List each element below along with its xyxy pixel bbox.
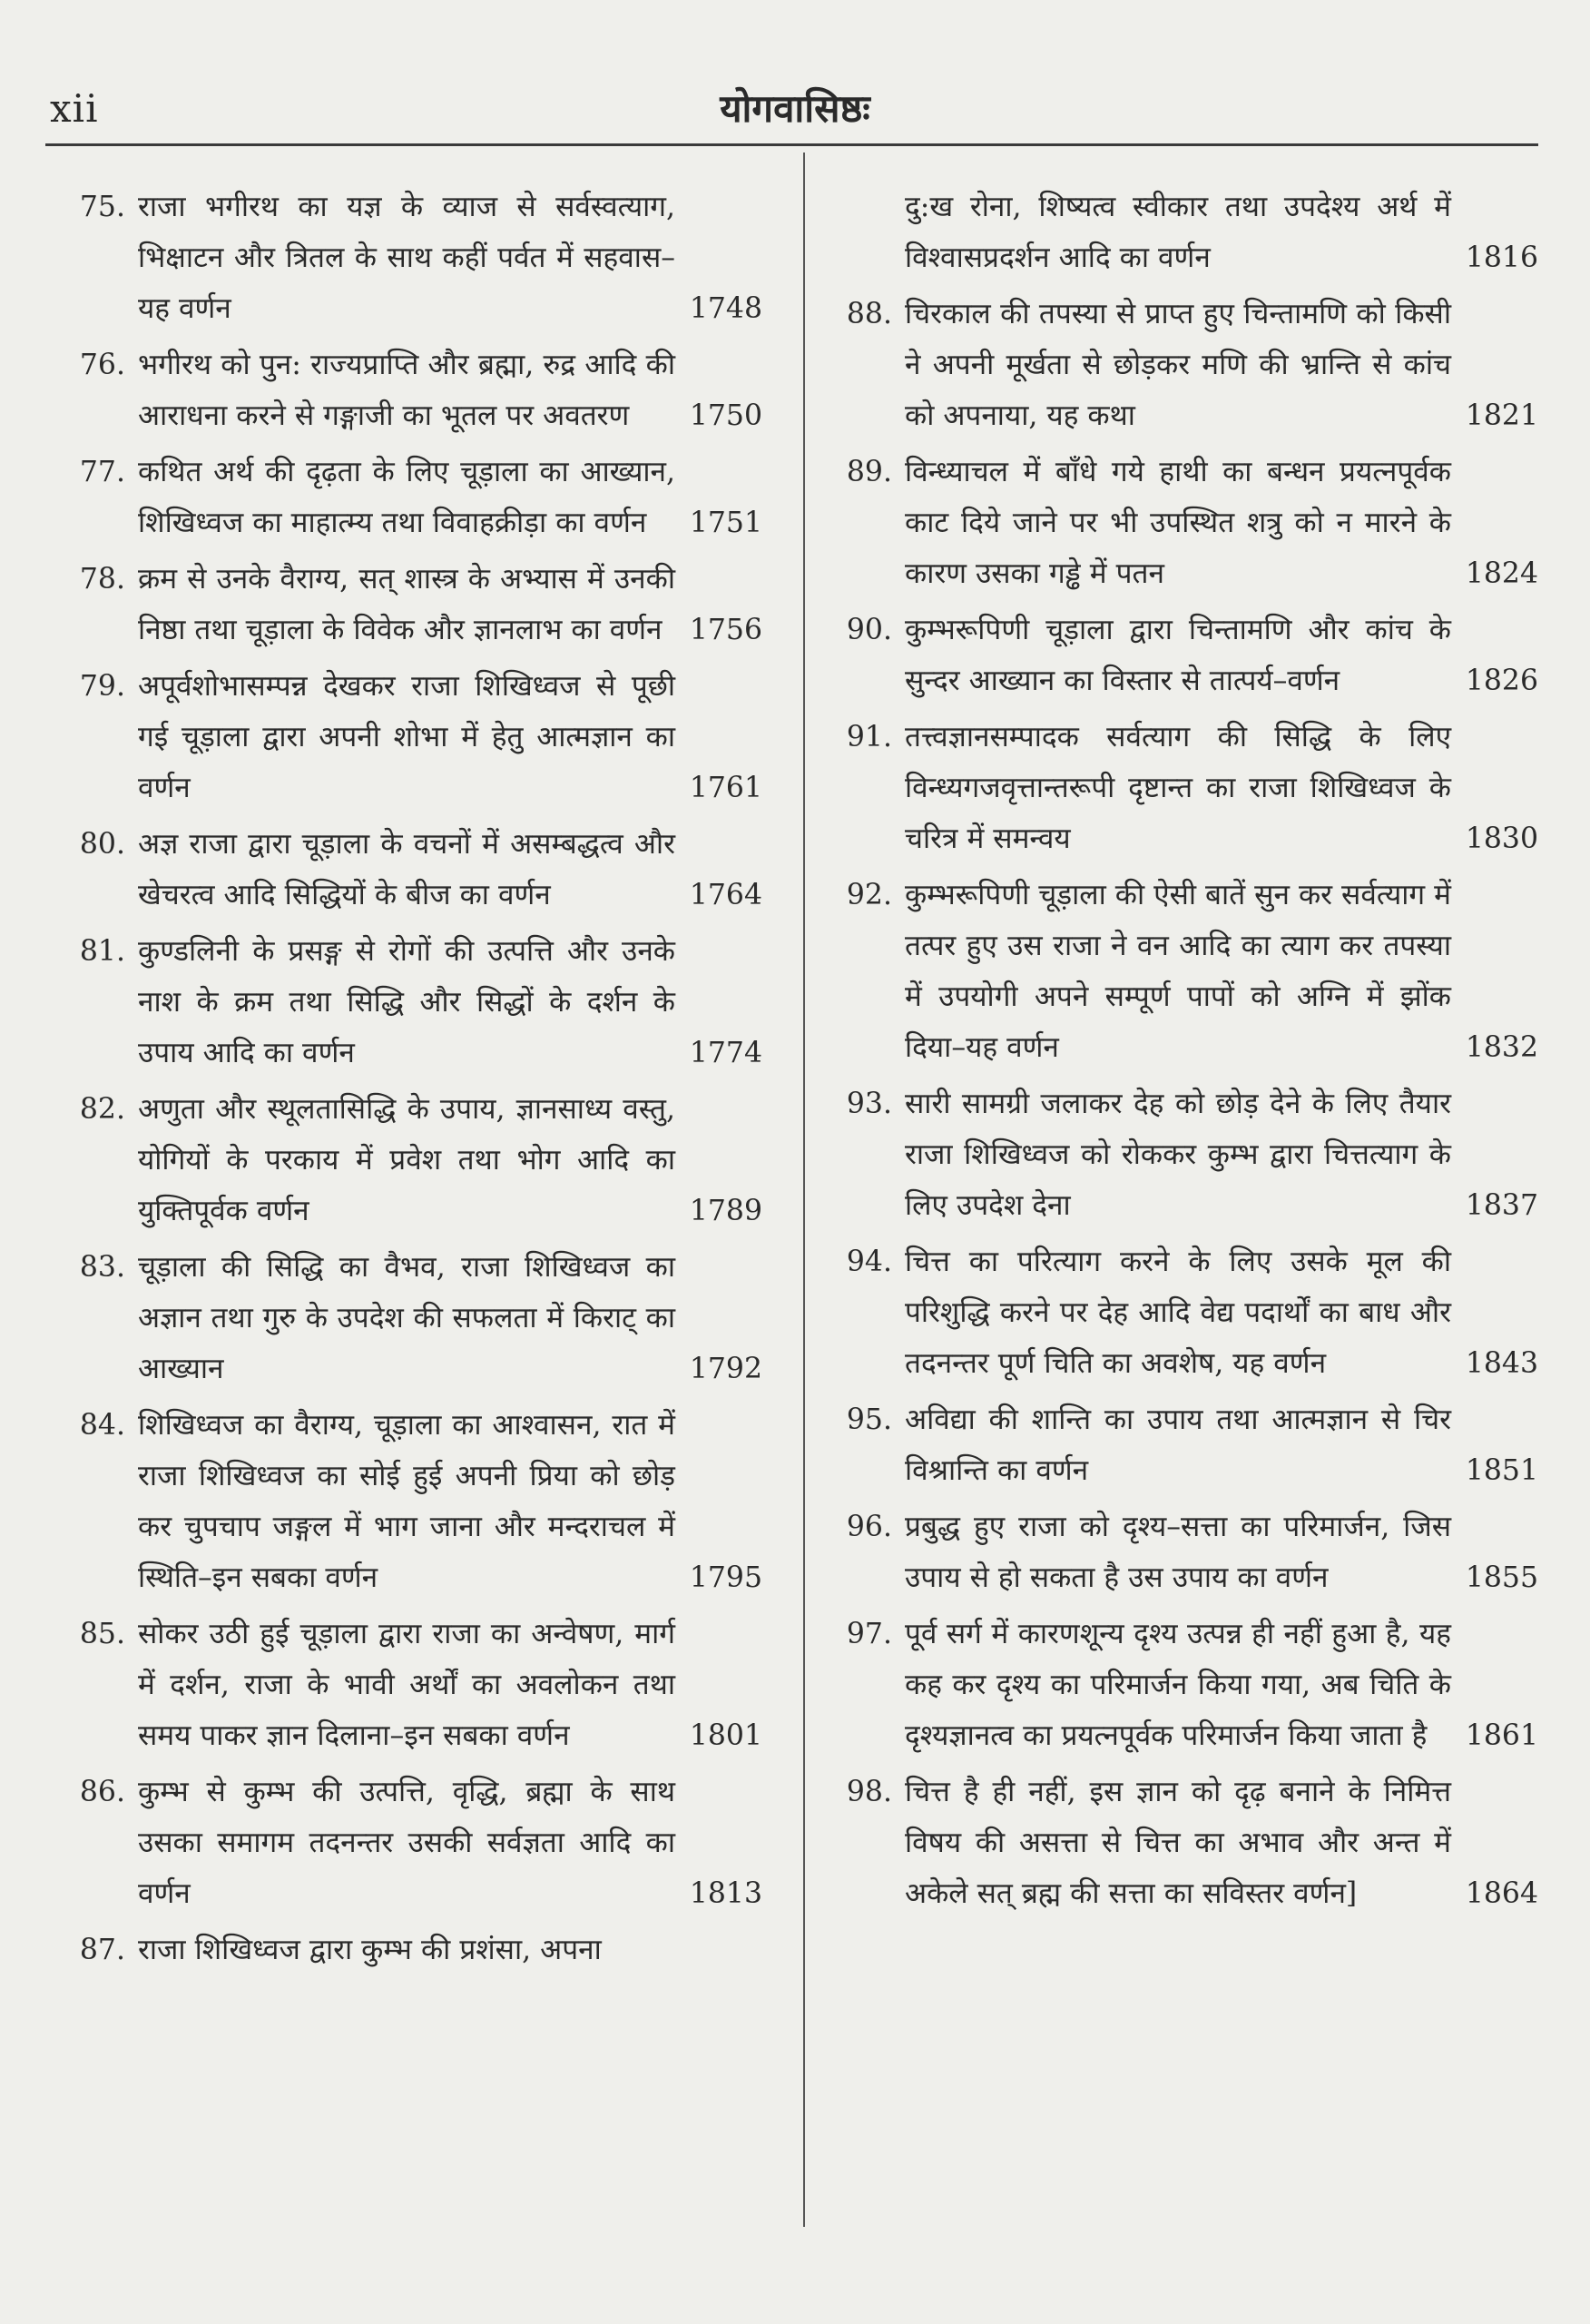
chapter-number: 81. [79, 935, 125, 968]
page-ref: 1750 [689, 399, 762, 432]
chapter-number: 94. [846, 1246, 892, 1278]
chapter-title: अज्ञ राजा द्वारा चूड़ाला के वचनों में असम्बद्धत्व और खेचरत्व आदि सिद्धियों के बीज का वर्णन [138, 828, 675, 911]
toc-entry [812, 1502, 1538, 1603]
chapter-title: चित्त है ही नहीं, इस ज्ञान को दृढ़ बनाने के निमित्त विषय की असत्ता से चित्त का अभाव और अन्त में अकेले सत् ब्रह्म की सत्ता का सविस्तर वर्णन] [905, 1776, 1451, 1910]
chapter-title: दु:ख रोना, शिष्यत्व स्वीकार तथा उपदेश्य अर्थ में विश्वासप्रदर्शन आदि का वर्णन [905, 191, 1451, 274]
chapter-title: सोकर उठी हुई चूड़ाला द्वारा राजा का अन्वेषण, मार्ग में दर्शन, राजा के भावी अर्थों का अवलोकन तथा समय पाकर ज्ञान दिलाना–इन सबका वर्णन [138, 1618, 675, 1752]
page-ref: 1830 [1465, 822, 1538, 855]
chapter-title: राजा भगीरथ का यज्ञ के व्याज से सर्वस्वत्याग, भिक्षाटन और त्रितल के साथ कहीं पर्वत में सहवास–यह वर्णन [138, 191, 675, 325]
column-divider [803, 153, 805, 2227]
toc-entry [45, 1400, 762, 1603]
chapter-title: चूड़ाला की सिद्धि का वैभव, राजा शिखिध्वज का अज्ञान तथा गुरु के उपदेश की सफलता में किराट् का आख्यान [138, 1251, 675, 1385]
chapter-title: भगीरथ को पुन: राज्यप्राप्ति और ब्रह्मा, रुद्र आदि की आराधना करने से गङ्गाजी का भूतल पर अवतरण [138, 349, 675, 432]
page-ref: 1748 [689, 292, 762, 325]
chapter-number: 77. [79, 456, 125, 488]
chapter-title: अणुता और स्थूलतासिद्धि के उपाय, ज्ञानसाध्य वस्तु, योगियों के परकाय में प्रवेश तथा भोग आदि का युक्तिपूर्वक वर्णन [138, 1093, 675, 1227]
chapter-number: 93. [846, 1088, 892, 1120]
page-ref: 1861 [1465, 1719, 1538, 1752]
toc-entry [812, 1078, 1538, 1231]
page-ref: 1855 [1465, 1561, 1538, 1594]
chapter-number: 78. [79, 563, 125, 596]
page-ref: 1816 [1465, 241, 1538, 274]
toc-entry [812, 1394, 1538, 1496]
toc-entry [812, 1609, 1538, 1761]
page-ref: 1789 [689, 1195, 762, 1227]
page-ref: 1792 [689, 1353, 762, 1385]
chapter-title: कुम्भरूपिणी चूड़ाला द्वारा चिन्तामणि और कांच के सुन्दर आख्यान का विस्तार से तात्पर्य–वर्णन [905, 614, 1451, 697]
toc-entry [45, 1925, 762, 1975]
toc-entry [45, 1609, 762, 1761]
toc-entry [45, 1767, 762, 1919]
chapter-title: अविद्या की शान्ति का उपाय तथा आत्मज्ञान से चिर विश्रान्ति का वर्णन [905, 1403, 1451, 1487]
chapter-number: 83. [79, 1251, 125, 1284]
toc-entry [812, 712, 1538, 864]
chapter-number: 92. [846, 879, 892, 911]
toc-entry [812, 605, 1538, 706]
chapter-number: 91. [846, 721, 892, 753]
chapter-number: 97. [846, 1618, 892, 1650]
right-column [812, 182, 1538, 1925]
chapter-number: 79. [79, 670, 125, 703]
chapter-title: कुण्डलिनी के प्रसङ्ग से रोगों की उत्पत्ति और उनके नाश के क्रम तथा सिद्धि और सिद्धों के दर्शन के उपाय आदि का वर्णन [138, 935, 675, 1069]
page-ref: 1795 [689, 1561, 762, 1594]
toc-entry [812, 182, 1538, 283]
page-number: xii [50, 86, 99, 131]
chapter-number: 75. [79, 191, 125, 223]
chapter-title: कथित अर्थ की दृढ़ता के लिए चूड़ाला का आख्यान, शिखिध्वज का माहात्म्य तथा विवाहक्रीड़ा का वर्णन [138, 456, 675, 539]
running-head-title: योगवासिष्ठः [720, 86, 870, 131]
toc-entry [45, 340, 762, 441]
chapter-number: 86. [79, 1776, 125, 1808]
chapter-title: तत्त्वज्ञानसम्पादक सर्वत्याग की सिद्धि के लिए विन्ध्यगजवृत्तान्तरूपी दृष्टान्त का राजा शिखिध्वज के चरित्र में समन्वय [905, 721, 1451, 855]
page-ref: 1756 [689, 614, 762, 646]
chapter-number: 87. [79, 1934, 125, 1966]
chapter-title: कुम्भ से कुम्भ की उत्पत्ति, वृद्धि, ब्रह्मा के साथ उसका समागम तदनन्तर उसकी सर्वज्ञता आदि का वर्णन [138, 1776, 675, 1910]
chapter-number: 80. [79, 828, 125, 861]
page-ref: 1801 [689, 1719, 762, 1752]
page-ref: 1824 [1465, 557, 1538, 590]
toc-entry [45, 1084, 762, 1236]
page-ref: 1864 [1465, 1877, 1538, 1910]
page-ref: 1851 [1465, 1454, 1538, 1487]
left-column [45, 182, 762, 1981]
chapter-title: कुम्भरूपिणी चूड़ाला की ऐसी बातें सुन कर सर्वत्याग में तत्पर हुए उस राजा ने वन आदि का त्याग कर तपस्या में उपयोगी अपने सम्पूर्ण पापों को अग्नि में झोंक दिया–यह वर्णन [905, 879, 1451, 1064]
chapter-title: पूर्व सर्ग में कारणशून्य दृश्य उत्पन्न ही नहीं हुआ है, यह कह कर दृश्य का परिमार्जन किया गया, अब चिति के दृश्यज्ञानत्व का प्रयत्नपूर्वक परिमार्जन किया जाता है [905, 1618, 1451, 1752]
toc-entry [812, 447, 1538, 599]
page-ref: 1832 [1465, 1031, 1538, 1064]
chapter-title: क्रम से उनके वैराग्य, सत् शास्त्र के अभ्यास में उनकी निष्ठा तथा चूड़ाला के विवेक और ज्ञानलाभ का वर्णन [138, 563, 675, 646]
toc-entry [45, 1242, 762, 1394]
chapter-title: शिखिध्वज का वैराग्य, चूड़ाला का आश्वासन, रात में राजा शिखिध्वज का सोई हुई अपनी प्रिया को छोड़ कर चुपचाप जङ्गल में भाग जाना और मन्दराचल में स्थिति–इन सबका वर्णन [138, 1409, 675, 1594]
toc-entry [812, 1767, 1538, 1919]
chapter-number: 89. [846, 456, 892, 488]
chapter-number: 85. [79, 1618, 125, 1650]
chapter-title: विन्ध्याचल में बाँधे गये हाथी का बन्धन प्रयत्नपूर्वक काट दिये जाने पर भी उपस्थित शत्रु को न मारने के कारण उसका गड्ढे में पतन [905, 456, 1451, 590]
chapter-number: 96. [846, 1511, 892, 1543]
toc-entry [45, 447, 762, 548]
toc-entry [812, 1236, 1538, 1389]
page-ref: 1764 [689, 879, 762, 911]
toc-entry [45, 661, 762, 813]
page-ref: 1751 [689, 507, 762, 539]
toc-entry [812, 289, 1538, 441]
toc-entry [45, 182, 762, 334]
chapter-number: 98. [846, 1776, 892, 1808]
header-rule [45, 143, 1538, 146]
toc-entry [812, 870, 1538, 1073]
toc-entry [45, 926, 762, 1078]
page-ref: 1813 [689, 1877, 762, 1910]
chapter-title: चिरकाल की तपस्या से प्राप्त हुए चिन्तामणि को किसी ने अपनी मूर्खता से छोड़कर मणि की भ्रान्ति से कांच को अपनाया, यह कथा [905, 298, 1451, 432]
chapter-title: चित्त का परित्याग करने के लिए उसके मूल की परिशुद्धि करने पर देह आदि वेद्य पदार्थों का बाध और तदनन्तर पूर्ण चिति का अवशेष, यह वर्णन [905, 1246, 1452, 1380]
chapter-number: 84. [79, 1409, 125, 1442]
toc-entry [45, 819, 762, 921]
chapter-number: 95. [846, 1403, 892, 1436]
page-ref: 1774 [689, 1037, 762, 1069]
page-ref: 1821 [1465, 399, 1538, 432]
chapter-title: अपूर्वशोभासम्पन्न देखकर राजा शिखिध्वज से पूछी गई चूड़ाला द्वारा अपनी शोभा में हेतु आत्मज्ञान का वर्णन [138, 670, 675, 804]
page-ref: 1843 [1465, 1347, 1538, 1380]
chapter-number: 90. [846, 614, 892, 646]
page-ref: 1826 [1465, 665, 1538, 697]
chapter-title: राजा शिखिध्वज द्वारा कुम्भ की प्रशंसा, अपना [138, 1934, 602, 1966]
chapter-number: 82. [79, 1093, 125, 1126]
chapter-number: 76. [79, 349, 125, 381]
chapter-title: सारी सामग्री जलाकर देह को छोड़ देने के लिए तैयार राजा शिखिध्वज को रोककर कुम्भ द्वारा चित्तत्याग के लिए उपदेश देना [905, 1088, 1451, 1222]
page-ref: 1837 [1465, 1189, 1538, 1222]
toc-entry [45, 554, 762, 655]
chapter-title: प्रबुद्ध हुए राजा को दृश्य–सत्ता का परिमार्जन, जिस उपाय से हो सकता है उस उपाय का वर्णन [905, 1511, 1451, 1594]
chapter-number: 88. [846, 298, 892, 330]
page-ref: 1761 [689, 772, 762, 804]
